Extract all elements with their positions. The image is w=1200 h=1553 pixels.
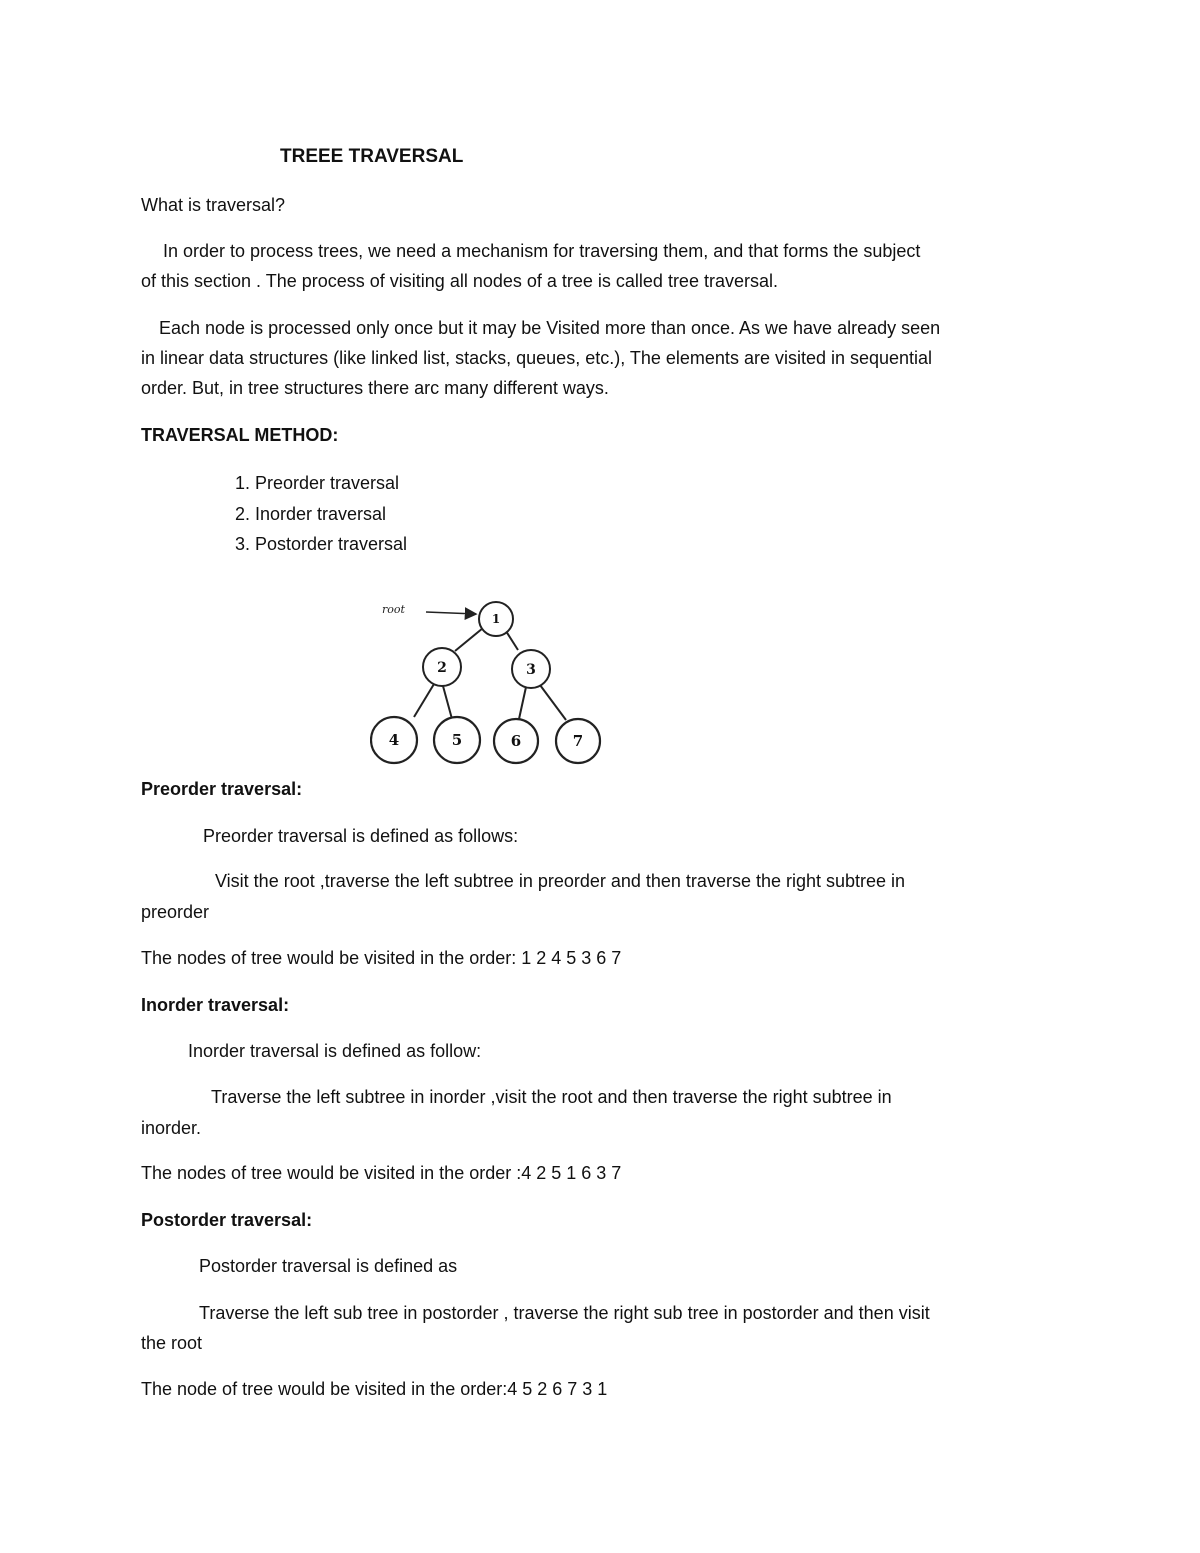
svg-text:7: 7 <box>572 732 584 750</box>
tree-node-4 <box>371 717 417 763</box>
tree-edge <box>414 684 434 717</box>
svg-text:5: 5 <box>451 731 463 749</box>
inorder-result: The nodes of tree would be visited in the order :4 2 5 1 6 3 7 <box>141 1163 622 1183</box>
question-text: What is traversal? <box>141 195 286 215</box>
svg-text:4: 4 <box>388 731 400 749</box>
intro-paragraph-2-line-1: Each node is processed only once but it may be Visited more than once. As we have already seen <box>159 318 941 338</box>
tree-node-2 <box>423 648 461 686</box>
postorder-rule-line-1: Traverse the left sub tree in postorder , traverse the right sub tree in postorder and then visit <box>199 1303 930 1323</box>
list-item: 2. Inorder traversal <box>255 499 407 530</box>
svg-text:6: 6 <box>510 732 522 750</box>
preorder-rule-line-1: Visit the root ,traverse the left subtree in preorder and then traverse the right subtree in <box>215 871 906 891</box>
preorder-heading: Preorder traversal: <box>141 779 303 799</box>
tree-edge <box>443 686 452 719</box>
tree-node-7 <box>556 719 600 763</box>
tree-node-6 <box>494 719 538 763</box>
root-arrow <box>426 612 476 614</box>
svg-text:2: 2 <box>437 660 447 676</box>
binary-tree-diagram <box>370 592 610 772</box>
inorder-heading: Inorder traversal: <box>141 995 290 1015</box>
tree-edge <box>540 685 566 720</box>
preorder-definition: Preorder traversal is defined as follows: <box>203 826 519 846</box>
tree-edge <box>519 687 526 719</box>
postorder-rule-line-2: the root <box>141 1333 203 1353</box>
intro-paragraph-1-line-2: of this section . The process of visiting all nodes of a tree is called tree traversal. <box>141 271 778 291</box>
tree-node-3 <box>512 650 550 688</box>
list-item: 3. Postorder traversal <box>255 529 407 560</box>
inorder-rule-line-2: inorder. <box>141 1118 202 1138</box>
intro-paragraph-2-line-2: in linear data structures (like linked list, stacks, queues, etc.), The elements are visited in sequential <box>141 348 933 368</box>
intro-paragraph-2-line-3: order. But, in tree structures there arc many different ways. <box>141 378 609 398</box>
postorder-definition: Postorder traversal is defined as <box>199 1256 458 1276</box>
page-title: TREEE TRAVERSAL <box>280 146 464 167</box>
methods-list <box>210 468 407 560</box>
intro-paragraph-1-line-1: In order to process trees, we need a mechanism for traversing them, and that forms the subject <box>163 241 921 261</box>
svg-text:1: 1 <box>491 612 501 626</box>
postorder-result: The node of tree would be visited in the order:4 5 2 6 7 3 1 <box>141 1379 608 1399</box>
root-label: root <box>382 603 405 616</box>
tree-node-1 <box>479 602 513 636</box>
tree-edge <box>455 628 483 651</box>
tree-node-5 <box>434 717 480 763</box>
svg-text:3: 3 <box>526 662 536 678</box>
preorder-rule-line-2: preorder <box>141 902 210 922</box>
inorder-rule-line-1: Traverse the left subtree in inorder ,visit the root and then traverse the right subtree in <box>211 1087 892 1107</box>
postorder-heading: Postorder traversal: <box>141 1210 313 1230</box>
inorder-definition: Inorder traversal is defined as follow: <box>188 1041 482 1061</box>
list-item: 1. Preorder traversal <box>255 468 407 499</box>
methods-heading: TRAVERSAL METHOD: <box>141 425 339 445</box>
preorder-result: The nodes of tree would be visited in the order: 1 2 4 5 3 6 7 <box>141 948 622 968</box>
